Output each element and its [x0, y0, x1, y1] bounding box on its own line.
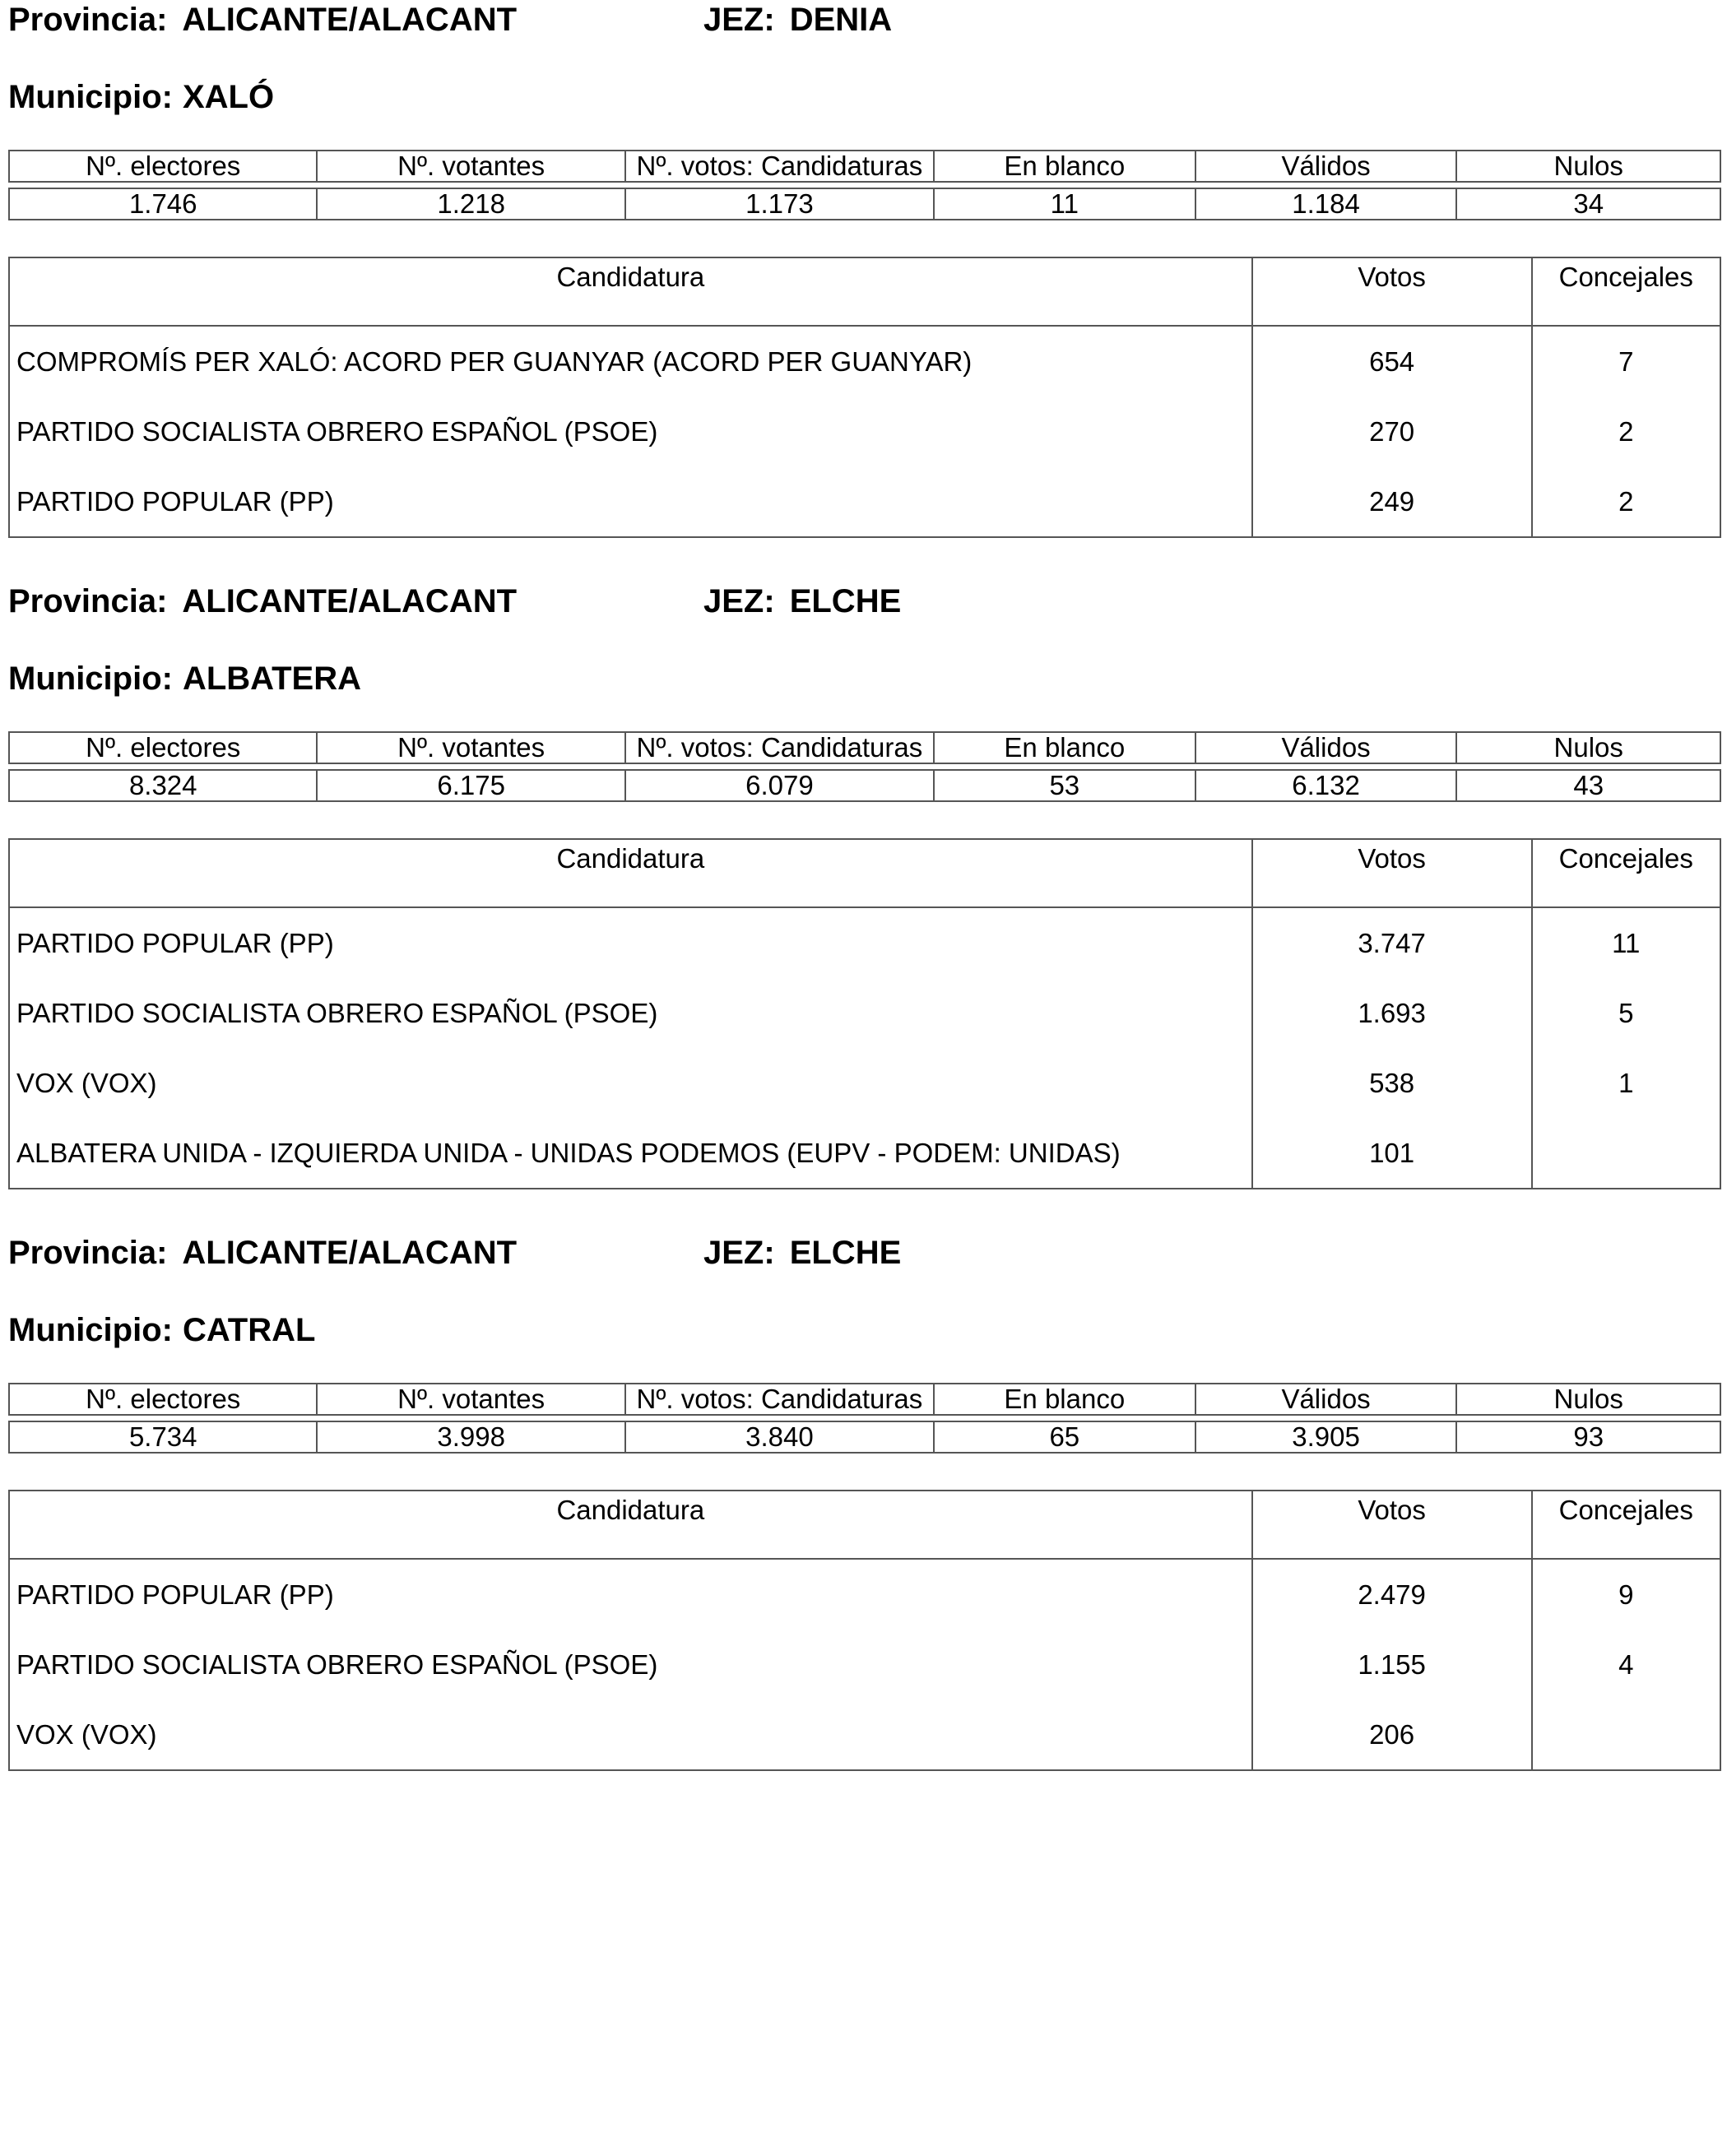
candidatura-name: PARTIDO POPULAR (PP): [9, 907, 1252, 978]
stats-value-cell: 1.746: [9, 188, 317, 220]
candidaturas-table: [8, 1490, 1721, 1771]
jez-label: JEZ:: [703, 583, 775, 619]
stats-value-cell: 5.734: [9, 1421, 317, 1453]
municipio-label: Municipio:: [8, 661, 173, 697]
stats-header-row: [9, 1384, 1720, 1415]
candidatura-votos: 270: [1252, 396, 1532, 466]
provincia-label: Provincia:: [8, 1235, 168, 1271]
candidatura-votos: 1.155: [1252, 1630, 1532, 1699]
candidatura-concejales: 7: [1618, 345, 1634, 377]
stats-header-cell: Nº. votos: Candidaturas: [625, 1384, 934, 1415]
stats-header-cell: En blanco: [934, 732, 1195, 763]
municipality-section: [8, 0, 1721, 576]
candidatura-row: [9, 396, 1720, 466]
candidatura-concejales: 11: [1612, 927, 1641, 958]
stats-header-cell: Nº. electores: [9, 1384, 317, 1415]
stats-header-cell: Nulos: [1456, 1384, 1720, 1415]
stats-gap: [9, 763, 1720, 770]
header-candidatura: Candidatura: [9, 1491, 1252, 1559]
stats-gap: [9, 182, 1720, 188]
stats-table: [8, 731, 1721, 802]
stats-header-cell: Nº. votantes: [317, 1384, 624, 1415]
municipio-line: [8, 77, 274, 117]
stats-header-row: [9, 151, 1720, 182]
candidaturas-header-row: [9, 1491, 1720, 1559]
candidatura-votos: 3.747: [1252, 907, 1532, 978]
candidatura-concejales: 1: [1618, 1067, 1634, 1098]
header-candidatura: Candidatura: [9, 257, 1252, 326]
candidatura-name: COMPROMÍS PER XALÓ: ACORD PER GUANYAR (ACORD PER GUANYAR): [9, 326, 1252, 396]
stats-value-cell: 3.840: [625, 1421, 934, 1453]
candidatura-concejales: 2: [1618, 415, 1634, 447]
stats-value-row: [9, 770, 1720, 801]
candidatura-row: [9, 907, 1720, 978]
stats-header-cell: Nº. votantes: [317, 732, 624, 763]
candidatura-concejales: 9: [1618, 1579, 1634, 1610]
candidatura-name: ALBATERA UNIDA - IZQUIERDA UNIDA - UNIDAS PODEMOS (EUPV - PODEM: UNIDAS): [9, 1118, 1252, 1189]
stats-value-cell: 65: [934, 1421, 1195, 1453]
stats-value-cell: 6.175: [317, 770, 624, 801]
candidatura-votos: 538: [1252, 1048, 1532, 1118]
stats-gap-cell: [9, 182, 1720, 188]
stats-value-cell: 8.324: [9, 770, 317, 801]
provincia-line: [8, 0, 893, 39]
header-votos: Votos: [1252, 1491, 1532, 1559]
municipality-section: [8, 582, 1721, 1168]
stats-table: [8, 150, 1721, 220]
stats-header-cell: Nulos: [1456, 151, 1720, 182]
jez-group: [703, 0, 892, 39]
jez-label: JEZ:: [703, 1235, 775, 1271]
jez-value: DENIA: [789, 2, 893, 38]
candidatura-name: PARTIDO POPULAR (PP): [9, 1559, 1252, 1630]
candidatura-votos: 206: [1252, 1699, 1532, 1770]
stats-value-cell: 11: [934, 188, 1195, 220]
stats-value-cell: 3.905: [1195, 1421, 1457, 1453]
candidatura-concejales: 2: [1618, 485, 1634, 517]
stats-header-cell: Nº. votos: Candidaturas: [625, 732, 934, 763]
stats-header-cell: Válidos: [1195, 1384, 1457, 1415]
stats-header-cell: Nulos: [1456, 732, 1720, 763]
provincia-value: ALICANTE/ALACANT: [182, 1235, 518, 1271]
stats-value-cell: 43: [1456, 770, 1720, 801]
candidatura-row: [9, 1118, 1720, 1189]
candidatura-votos: 101: [1252, 1118, 1532, 1189]
stats-value-cell: 53: [934, 770, 1195, 801]
provincia-label: Provincia:: [8, 583, 168, 619]
municipio-value: CATRAL: [182, 1312, 316, 1348]
stats-value-cell: 1.173: [625, 188, 934, 220]
candidatura-row: [9, 1048, 1720, 1118]
jez-group: [703, 1233, 901, 1273]
provincia-value: ALICANTE/ALACANT: [182, 583, 518, 619]
candidatura-name: PARTIDO POPULAR (PP): [9, 466, 1252, 537]
candidatura-concejales: 4: [1618, 1648, 1634, 1680]
stats-header-cell: Válidos: [1195, 151, 1457, 182]
candidaturas-table: [8, 257, 1721, 538]
municipio-label: Municipio:: [8, 1312, 173, 1348]
stats-value-cell: 3.998: [317, 1421, 624, 1453]
candidatura-row: [9, 1630, 1720, 1699]
candidatura-name: VOX (VOX): [9, 1699, 1252, 1770]
stats-value-cell: 1.218: [317, 188, 624, 220]
header-concejales: Concejales: [1532, 1491, 1720, 1559]
candidatura-votos: 2.479: [1252, 1559, 1532, 1630]
candidatura-name: PARTIDO SOCIALISTA OBRERO ESPAÑOL (PSOE): [9, 1630, 1252, 1699]
header-candidatura: Candidatura: [9, 839, 1252, 907]
municipio-value: XALÓ: [182, 79, 275, 115]
stats-header-cell: Válidos: [1195, 732, 1457, 763]
provincia-line: [8, 582, 902, 621]
municipio-line: [8, 659, 361, 698]
stats-value-row: [9, 1421, 1720, 1453]
candidatura-concejales: [1532, 1118, 1720, 1189]
candidatura-votos: 654: [1252, 326, 1532, 396]
stats-header-cell: Nº. electores: [9, 151, 317, 182]
stats-header-cell: Nº. electores: [9, 732, 317, 763]
header-concejales: Concejales: [1532, 257, 1720, 326]
candidatura-name: VOX (VOX): [9, 1048, 1252, 1118]
candidatura-row: [9, 978, 1720, 1048]
municipality-section: [8, 1233, 1721, 1809]
stats-gap-cell: [9, 1415, 1720, 1421]
municipio-label: Municipio:: [8, 79, 173, 115]
candidatura-name: PARTIDO SOCIALISTA OBRERO ESPAÑOL (PSOE): [9, 396, 1252, 466]
candidatura-row: [9, 326, 1720, 396]
header-concejales: Concejales: [1532, 839, 1720, 907]
candidaturas-table: [8, 838, 1721, 1189]
candidatura-concejales: [1532, 1699, 1720, 1770]
header-votos: Votos: [1252, 257, 1532, 326]
jez-value: ELCHE: [789, 1235, 902, 1271]
candidatura-row: [9, 1559, 1720, 1630]
stats-value-cell: 6.132: [1195, 770, 1457, 801]
candidatura-concejales: 5: [1618, 997, 1634, 1028]
stats-gap: [9, 1415, 1720, 1421]
stats-header-row: [9, 732, 1720, 763]
municipio-value: ALBATERA: [182, 661, 361, 697]
candidatura-row: [9, 1699, 1720, 1770]
stats-header-cell: En blanco: [934, 1384, 1195, 1415]
stats-value-cell: 93: [1456, 1421, 1720, 1453]
stats-header-cell: Nº. votantes: [317, 151, 624, 182]
candidaturas-header-row: [9, 257, 1720, 326]
provincia-label: Provincia:: [8, 2, 168, 38]
stats-value-cell: 6.079: [625, 770, 934, 801]
candidatura-name: PARTIDO SOCIALISTA OBRERO ESPAÑOL (PSOE): [9, 978, 1252, 1048]
candidatura-votos: 1.693: [1252, 978, 1532, 1048]
stats-header-cell: Nº. votos: Candidaturas: [625, 151, 934, 182]
stats-header-cell: En blanco: [934, 151, 1195, 182]
stats-gap-cell: [9, 763, 1720, 770]
candidaturas-header-row: [9, 839, 1720, 907]
jez-value: ELCHE: [789, 583, 902, 619]
stats-table: [8, 1383, 1721, 1454]
header-votos: Votos: [1252, 839, 1532, 907]
candidatura-votos: 249: [1252, 466, 1532, 537]
jez-group: [703, 582, 901, 621]
stats-value-row: [9, 188, 1720, 220]
candidatura-row: [9, 466, 1720, 537]
stats-value-cell: 1.184: [1195, 188, 1457, 220]
stats-value-cell: 34: [1456, 188, 1720, 220]
municipio-line: [8, 1310, 315, 1350]
provincia-value: ALICANTE/ALACANT: [182, 2, 518, 38]
jez-label: JEZ:: [703, 2, 775, 38]
provincia-line: [8, 1233, 902, 1273]
